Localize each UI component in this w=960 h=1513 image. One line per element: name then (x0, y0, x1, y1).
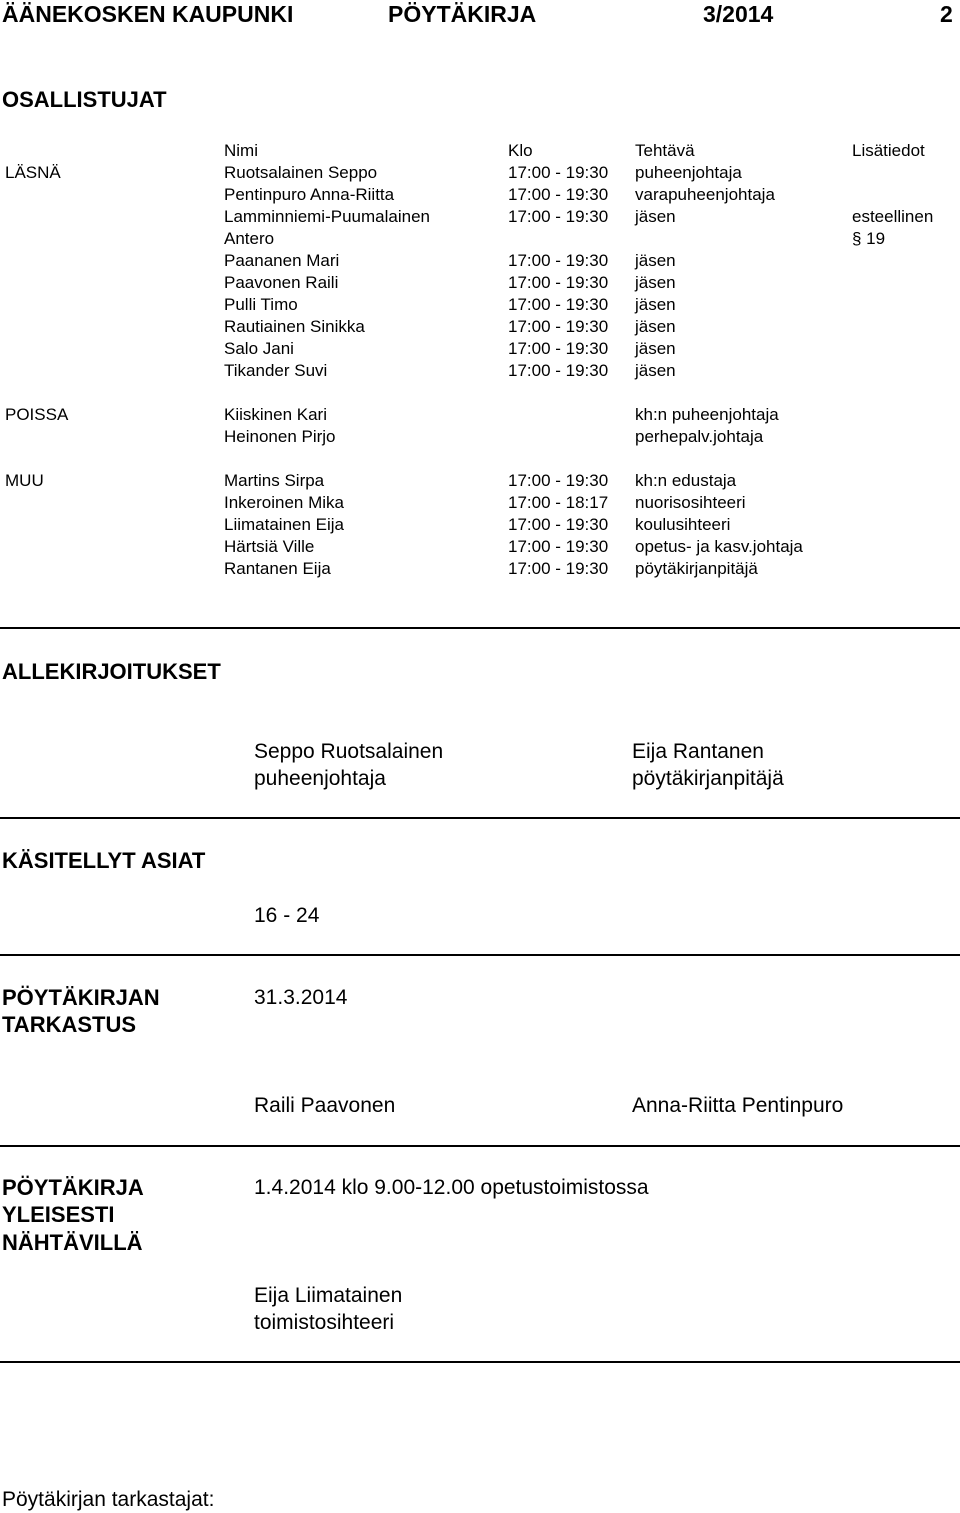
participant-name: Paananen Mari (224, 251, 340, 270)
column-header-name: Nimi (224, 141, 258, 160)
signature-chair-title: puheenjohtaja (254, 767, 386, 790)
public-heading-line1: PÖYTÄKIRJA (2, 1175, 144, 1200)
header-org: ÄÄNEKOSKEN KAUPUNKI (2, 1, 294, 27)
public-contact-title: toimistosihteeri (254, 1311, 395, 1334)
participant-name: Rantanen Eija (224, 559, 331, 578)
participant-role: jäsen (635, 207, 676, 226)
participant-role: nuorisosihteeri (635, 493, 746, 512)
participant-time: 17:00 - 19:30 (508, 185, 609, 204)
column-header-info: Lisätiedot (852, 141, 925, 160)
public-heading-line2: YLEISESTI (2, 1202, 115, 1227)
participant-name: Inkeroinen Mika (224, 493, 345, 512)
participant-time: 17:00 - 19:30 (508, 559, 609, 578)
public-heading-line3: NÄHTÄVILLÄ (2, 1230, 143, 1255)
participant-time: 17:00 - 18:17 (508, 493, 609, 512)
participant-info: esteellinen (852, 207, 934, 226)
signature-secretary-title: pöytäkirjanpitäjä (632, 767, 784, 790)
review-heading-line2: TARKASTUS (2, 1012, 137, 1037)
divider (0, 1145, 960, 1147)
participant-name: Kiiskinen Kari (224, 405, 327, 424)
participant-time: 17:00 - 19:30 (508, 163, 609, 182)
participant-role: jäsen (635, 339, 676, 358)
table-row (0, 272, 960, 294)
table-row (0, 426, 960, 448)
handled-items: 16 - 24 (254, 904, 320, 927)
participant-time: 17:00 - 19:30 (508, 361, 609, 380)
participants-column-headers (0, 140, 960, 162)
participant-time: 17:00 - 19:30 (508, 471, 609, 490)
participant-name: Ruotsalainen Seppo (224, 163, 378, 182)
column-header-role: Tehtävä (635, 141, 695, 160)
participant-role: perhepalv.johtaja (635, 427, 764, 446)
participant-name: Salo Jani (224, 339, 294, 358)
participants-heading: OSALLISTUJAT (2, 87, 167, 112)
participant-name: Heinonen Pirjo (224, 427, 336, 446)
table-row (0, 360, 960, 382)
participant-name: Paavonen Raili (224, 273, 339, 292)
table-row (0, 558, 960, 580)
footer-reviewers-label: Pöytäkirjan tarkastajat: (2, 1488, 215, 1511)
table-row (0, 206, 960, 228)
participant-name: Martins Sirpa (224, 471, 325, 490)
header-page-number: 2 (940, 1, 953, 27)
participant-role: kh:n puheenjohtaja (635, 405, 779, 424)
absent-label: POISSA (5, 405, 69, 424)
table-row (0, 404, 960, 426)
participant-time: 17:00 - 19:30 (508, 273, 609, 292)
table-row (0, 536, 960, 558)
participant-role: jäsen (635, 295, 676, 314)
table-row (0, 250, 960, 272)
table-row (0, 492, 960, 514)
column-header-time: Klo (508, 141, 533, 160)
review-heading-line1: PÖYTÄKIRJAN (2, 985, 160, 1010)
table-row (0, 316, 960, 338)
table-row (0, 162, 960, 184)
header-number: 3/2014 (703, 1, 774, 27)
header-doc-type: PÖYTÄKIRJA (388, 1, 537, 27)
participant-name: Pulli Timo (224, 295, 298, 314)
reviewer-1-name: Raili Paavonen (254, 1094, 396, 1117)
handled-heading: KÄSITELLYT ASIAT (2, 848, 206, 873)
participant-role: kh:n edustaja (635, 471, 737, 490)
participant-role: jäsen (635, 361, 676, 380)
table-row (0, 294, 960, 316)
signature-secretary-name: Eija Rantanen (632, 740, 764, 763)
participant-name: Antero (224, 229, 275, 248)
participant-name: Härtsiä Ville (224, 537, 315, 556)
participant-role: jäsen (635, 317, 676, 336)
present-label: LÄSNÄ (5, 163, 61, 182)
divider (0, 954, 960, 956)
participant-name: Pentinpuro Anna-Riitta (224, 185, 395, 204)
table-row (0, 514, 960, 536)
participant-role: opetus- ja kasv.johtaja (635, 537, 803, 556)
participant-time: 17:00 - 19:30 (508, 537, 609, 556)
participant-time: 17:00 - 19:30 (508, 207, 609, 226)
signature-chair-name: Seppo Ruotsalainen (254, 740, 444, 763)
divider (0, 627, 960, 629)
participant-role: pöytäkirjanpitäjä (635, 559, 758, 578)
participant-info: § 19 (852, 229, 886, 248)
participant-role: jäsen (635, 273, 676, 292)
participant-time: 17:00 - 19:30 (508, 251, 609, 270)
divider (0, 1361, 960, 1363)
reviewer-2-name: Anna-Riitta Pentinpuro (632, 1094, 844, 1117)
table-row (0, 228, 960, 250)
participant-time: 17:00 - 19:30 (508, 295, 609, 314)
participant-name: Tikander Suvi (224, 361, 328, 380)
participant-name: Rautiainen Sinikka (224, 317, 365, 336)
participant-time: 17:00 - 19:30 (508, 515, 609, 534)
participant-name: Liimatainen Eija (224, 515, 345, 534)
divider (0, 817, 960, 819)
signatures-heading: ALLEKIRJOITUKSET (2, 659, 221, 684)
other-label: MUU (5, 471, 44, 490)
participant-role: koulusihteeri (635, 515, 731, 534)
public-display-text: 1.4.2014 klo 9.00-12.00 opetustoimistossa (254, 1176, 649, 1199)
review-date: 31.3.2014 (254, 986, 348, 1009)
participant-role: varapuheenjohtaja (635, 185, 775, 204)
participant-name: Lamminniemi-Puumalainen (224, 207, 430, 226)
participant-role: jäsen (635, 251, 676, 270)
participant-role: puheenjohtaja (635, 163, 742, 182)
public-contact-name: Eija Liimatainen (254, 1284, 403, 1307)
table-row (0, 338, 960, 360)
table-row (0, 470, 960, 492)
participant-time: 17:00 - 19:30 (508, 317, 609, 336)
participant-time: 17:00 - 19:30 (508, 339, 609, 358)
table-row (0, 184, 960, 206)
